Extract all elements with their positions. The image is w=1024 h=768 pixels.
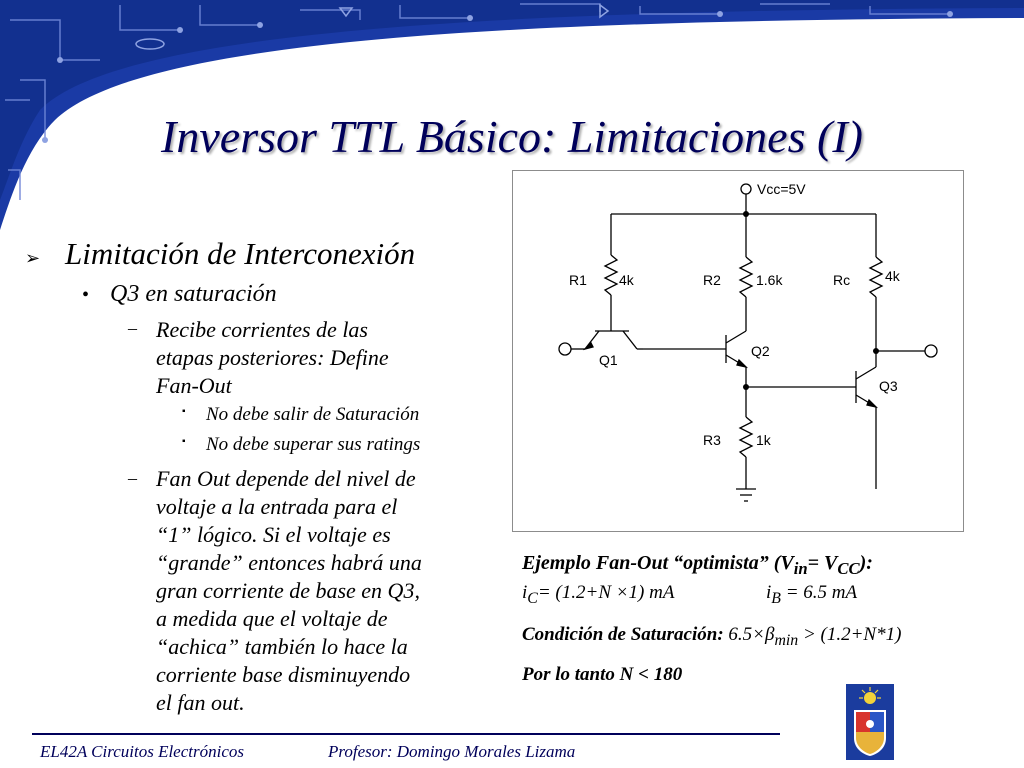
r3-resistor — [740, 417, 752, 457]
bullet-dash-1 — [156, 316, 389, 400]
dash2-line: Fan Out depende del nivel de — [156, 466, 416, 491]
r3-label: R3 — [703, 432, 721, 448]
q3-label: Q3 — [879, 378, 898, 394]
condition-part: > (1.2+N*1) — [798, 624, 902, 645]
dash2-line: el fan out. — [156, 690, 245, 715]
footer-course: EL42A Circuitos Electrónicos — [40, 742, 244, 761]
dash2-line: corriente base disminuyendo — [156, 662, 411, 687]
ic-sub: C — [527, 589, 538, 607]
dot-bullet-icon: • — [82, 284, 90, 306]
conclusion: Por lo tanto N < 180 — [522, 664, 683, 685]
r2-value: 1.6k — [756, 272, 783, 288]
dash2-line: “achica” también lo hace la — [156, 634, 408, 659]
footer-professor: Profesor: Domingo Morales Lizama — [328, 742, 576, 761]
bullet-dash-2 — [156, 465, 422, 717]
r1-resistor — [605, 255, 617, 295]
square-bullet-icon: ▪ — [182, 436, 186, 447]
dash-bullet-icon: – — [128, 318, 137, 338]
vcc-label: Vcc=5V — [757, 181, 806, 197]
arrow-bullet-icon: ➢ — [25, 248, 41, 268]
condition-label: Condición de Saturación: — [522, 624, 724, 645]
q1-label: Q1 — [599, 352, 618, 368]
example-title-sub: CC — [837, 559, 860, 578]
ic-part: = (1.2+N ×1) mA — [537, 582, 675, 603]
square-bullet-icon: ▪ — [182, 406, 186, 417]
bullet-level1: Limitación de Interconexión — [65, 236, 416, 271]
example-title — [522, 552, 873, 579]
bullet-sub-2: No debe superar sus ratings — [206, 434, 421, 455]
ic-equation — [522, 582, 674, 608]
r1-value: 4k — [619, 272, 634, 288]
condition-part: 6.5×β — [723, 624, 775, 645]
r2-resistor — [740, 257, 752, 297]
vcc-terminal — [741, 184, 751, 194]
ic-part: i — [522, 582, 528, 603]
dash1-line: etapas posteriores: Define — [156, 345, 389, 370]
q2-label: Q2 — [751, 343, 770, 359]
footer-line — [32, 733, 780, 735]
bullet-level2: Q3 en saturación — [110, 281, 277, 307]
r3-value: 1k — [756, 432, 771, 448]
ib-equation — [766, 582, 857, 608]
ib-part: i — [766, 582, 772, 603]
dash2-line: voltaje a la entrada para el — [156, 494, 398, 519]
dash2-line: “1” lógico. Si el voltaje es — [156, 522, 391, 547]
condition-sub: min — [774, 631, 799, 649]
example-title-sub: in — [793, 559, 808, 578]
dash-bullet-icon: – — [128, 468, 137, 488]
dash2-line: gran corriente de base en Q3, — [156, 578, 420, 603]
dash1-line: Recibe corrientes de las — [156, 317, 368, 342]
dash2-line: “grande” entonces habrá una — [156, 550, 422, 575]
dash1-line: Fan-Out — [156, 373, 232, 398]
saturation-condition — [522, 624, 901, 650]
r2-label: R2 — [703, 272, 721, 288]
slide-title: Inversor TTL Básico: Limitaciones (I) — [161, 111, 863, 162]
ib-sub: B — [771, 589, 781, 607]
ib-part: = 6.5 mA — [780, 582, 858, 603]
rc-value: 4k — [885, 268, 900, 284]
dash2-line: a medida que el voltaje de — [156, 606, 388, 631]
example-title-part: ): — [859, 552, 873, 574]
example-title-part: Ejemplo Fan-Out “optimista” (V — [522, 552, 794, 574]
university-logo-icon — [846, 684, 894, 760]
output-terminal — [925, 345, 937, 357]
rc-label: Rc — [833, 272, 851, 288]
example-title-part: = V — [807, 552, 838, 574]
input-terminal — [559, 343, 571, 355]
circuit-diagram — [512, 170, 964, 532]
bullet-sub-1: No debe salir de Saturación — [206, 404, 420, 425]
rc-resistor — [870, 257, 882, 297]
r1-label: R1 — [569, 272, 587, 288]
